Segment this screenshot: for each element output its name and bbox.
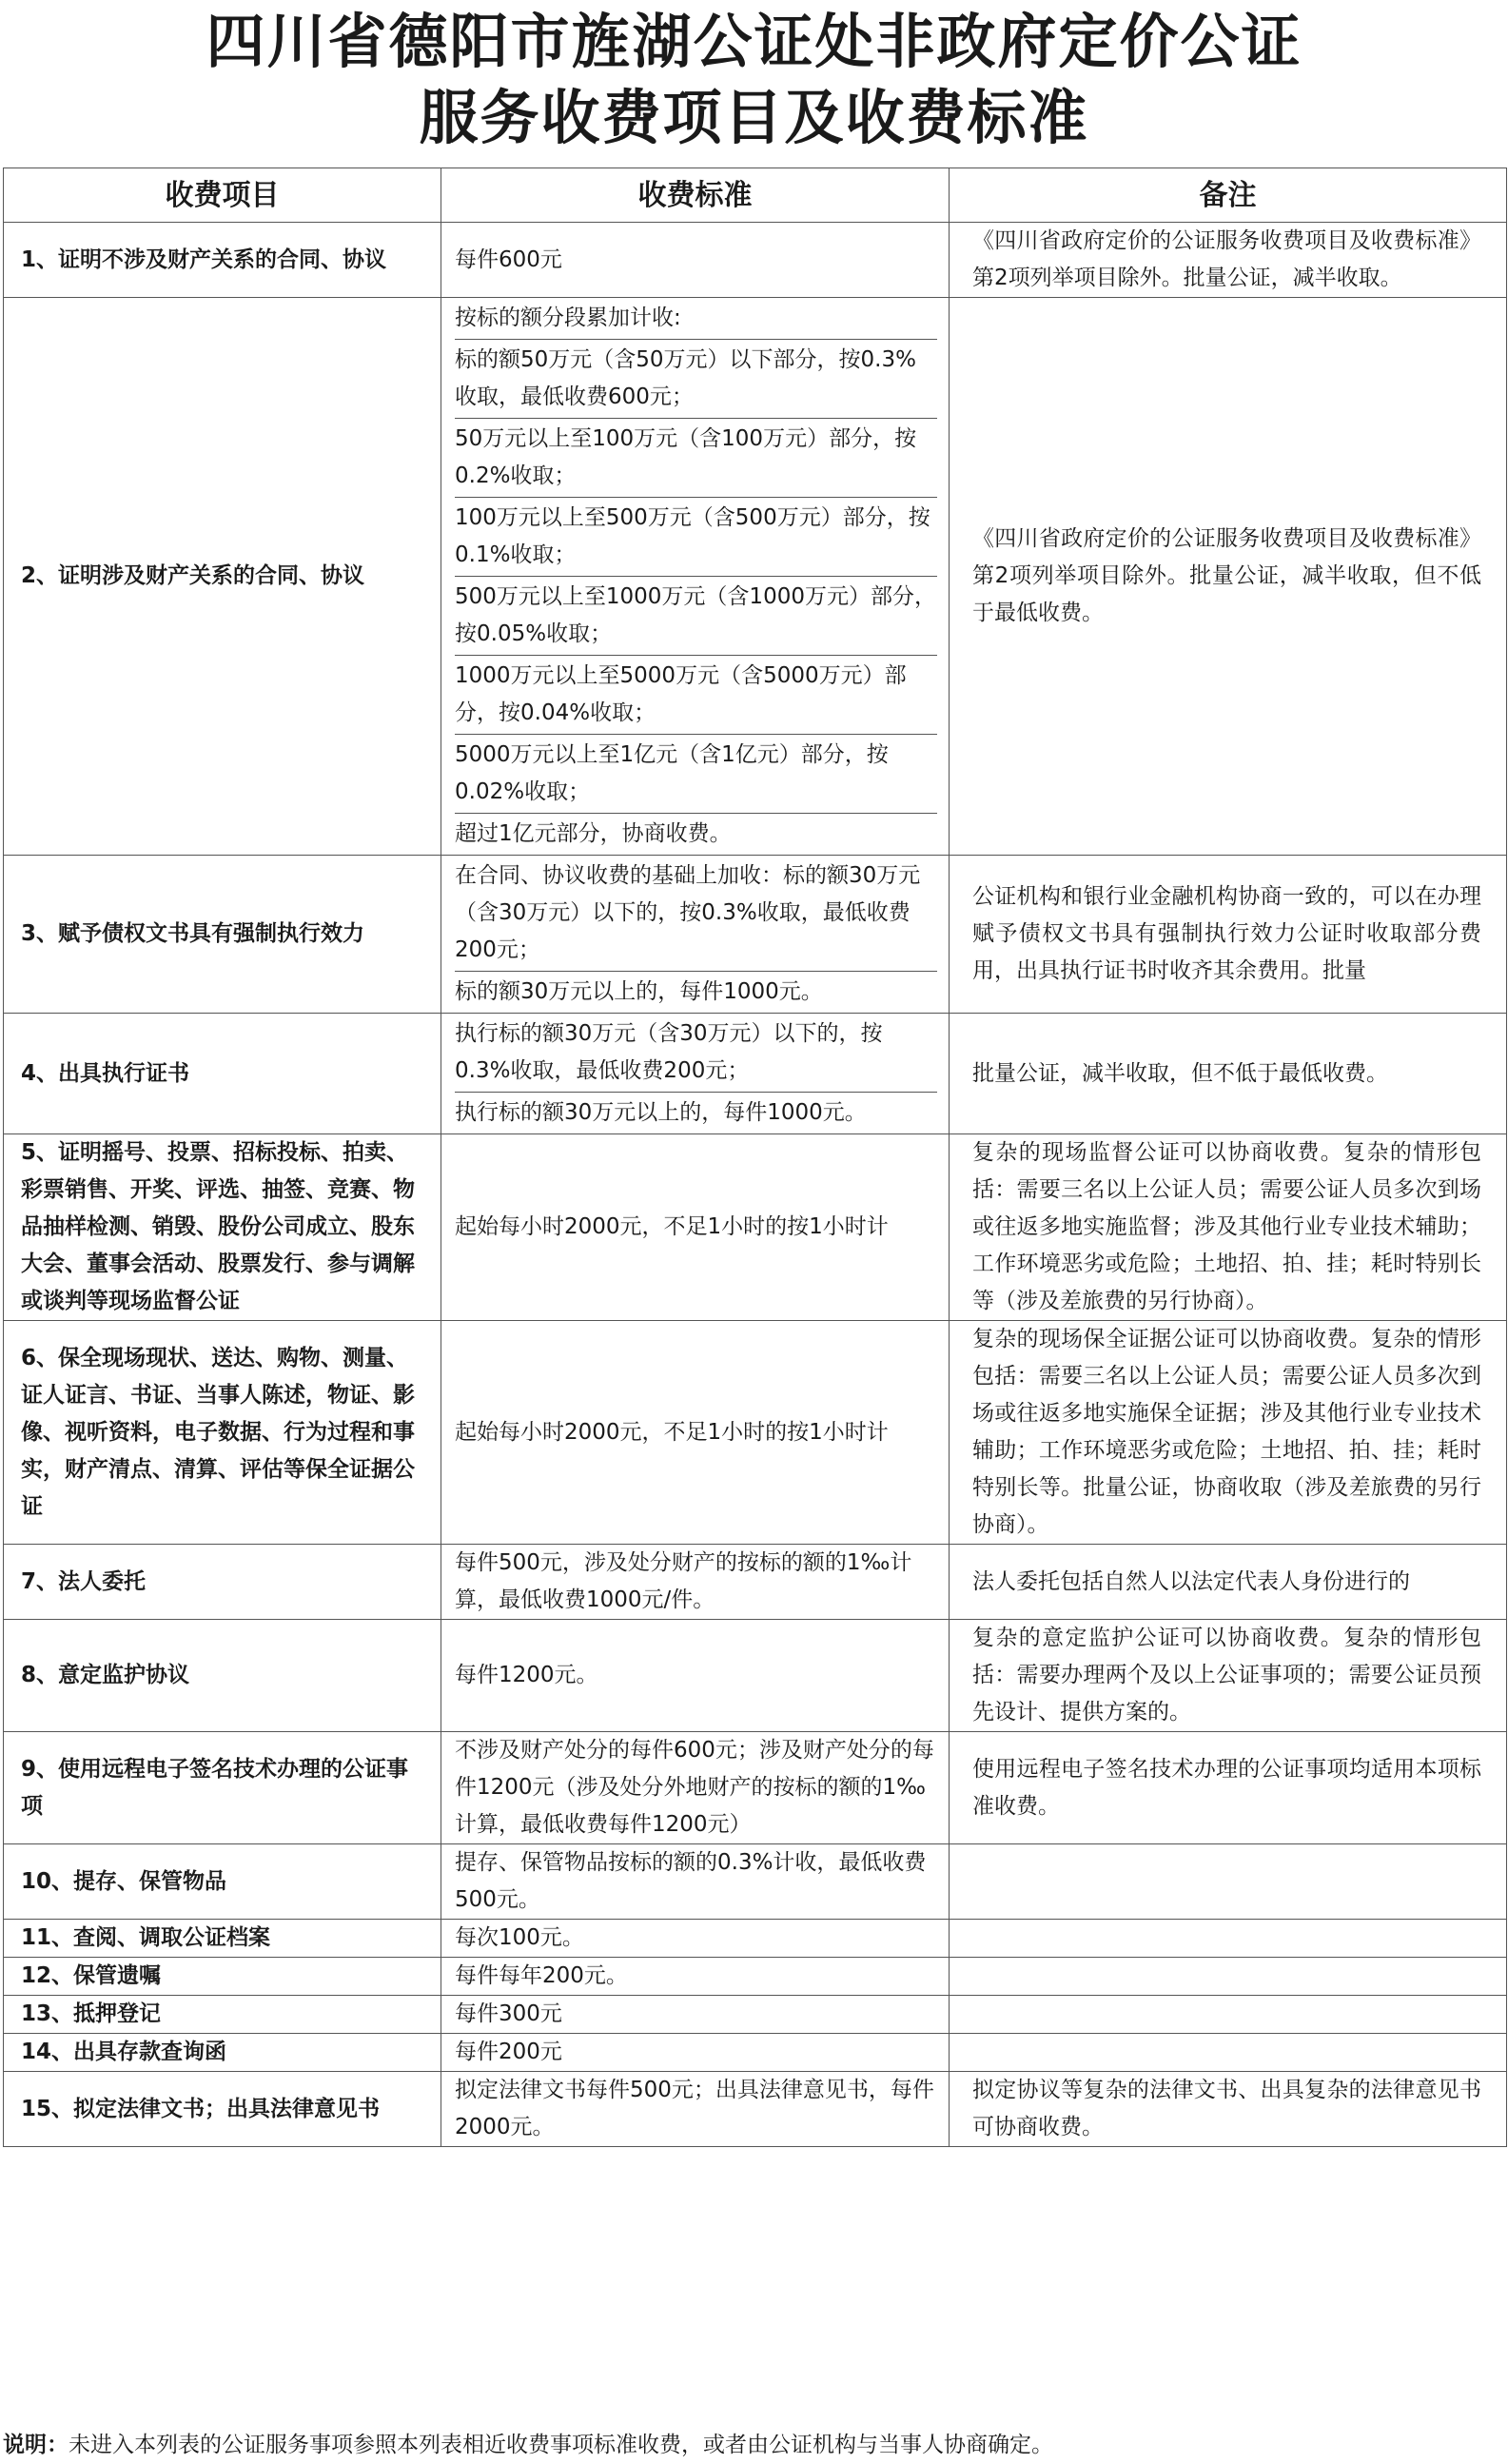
fee-note: 拟定协议等复杂的法律文书、出具复杂的法律意见书可协商收费。 <box>950 2072 1507 2147</box>
table-row <box>4 1620 1507 1732</box>
table-row <box>4 1014 1507 1134</box>
fee-standard-line: 不涉及财产处分的每件600元；涉及财产处分的每件1200元（涉及处分外地财产的按标的额的1‰计算，最低收费每件1200元） <box>455 1738 934 1837</box>
fee-standard-line: 执行标的额30万元以上的，每件1000元。 <box>455 1100 867 1125</box>
fee-note: 复杂的现场保全证据公证可以协商收费。复杂的情形包括：需要三名以上公证人员；需要公证人员多次到场或往返多地实施保全证据；涉及其他行业专业技术辅助；工作环境恶劣或危险；土地招、拍、挂；耗时特别长等。批量公证，协商收取（涉及差旅费的另行协商）。 <box>950 1321 1507 1545</box>
fee-standard-cell <box>441 1545 950 1620</box>
fee-standard-line: 每件1200元。 <box>455 1663 598 1687</box>
table-row <box>4 1920 1507 1958</box>
fee-standard-cell <box>441 2034 950 2072</box>
fee-note: 批量公证，减半收取，但不低于最低收费。 <box>950 1014 1507 1134</box>
fee-standard-cell <box>441 2072 950 2147</box>
fee-note: 复杂的现场监督公证可以协商收费。复杂的情形包括：需要三名以上公证人员；需要公证人员多次到场或往返多地实施监督；涉及其他行业专业技术辅助；工作环境恶劣或危险；土地招、拍、挂；耗时特别长等（涉及差旅费的另行协商）。 <box>950 1134 1507 1321</box>
fee-standard-line: 50万元以上至100万元（含100万元）部分，按0.2%收取； <box>455 419 937 498</box>
fee-standard-line: 100万元以上至500万元（含500万元）部分，按0.1%收取； <box>455 498 937 577</box>
fee-standard-line: 500万元以上至1000万元（含1000万元）部分，按0.05%收取； <box>455 577 937 656</box>
fee-standard-line: 按标的额分段累加计收: <box>455 298 937 340</box>
table-row <box>4 2072 1507 2147</box>
fee-standard-line: 起始每小时2000元，不足1小时的按1小时计 <box>455 1214 889 1239</box>
table-row <box>4 1321 1507 1545</box>
fee-note: 《四川省政府定价的公证服务收费项目及收费标准》第2项列举项目除外。批量公证，减半收取。 <box>950 223 1507 298</box>
table-row <box>4 1545 1507 1620</box>
fee-note <box>950 1958 1507 1996</box>
fee-note <box>950 1996 1507 2034</box>
fee-item-name: 2、证明涉及财产关系的合同、协议 <box>4 298 441 856</box>
table-row <box>4 2034 1507 2072</box>
header-note: 备注 <box>950 168 1507 223</box>
fee-note: 复杂的意定监护公证可以协商收费。复杂的情形包括：需要办理两个及以上公证事项的；需要公证员预先设计、提供方案的。 <box>950 1620 1507 1732</box>
fee-standard-cell <box>441 1321 950 1545</box>
fee-standard-line: 标的额30万元以上的，每件1000元。 <box>455 979 823 1004</box>
fee-standard-line: 每次100元。 <box>455 1925 584 1950</box>
footer-note <box>3 2430 1506 2460</box>
fee-standard-line: 执行标的额30万元（含30万元）以下的，按0.3%收取，最低收费200元； <box>455 1014 937 1093</box>
title-line-1: 四川省德阳市旌湖公证处非政府定价公证 <box>206 7 1302 76</box>
fee-standard-cell <box>441 1620 950 1732</box>
fee-standard-cell <box>441 1732 950 1844</box>
fee-item-name: 9、使用远程电子签名技术办理的公证事项 <box>4 1732 441 1844</box>
footer-text: 未进入本列表的公证服务事项参照本列表相近收费事项标准收费，或者由公证机构与当事人协商确定。 <box>69 2433 1053 2457</box>
fee-item-name: 3、赋予债权文书具有强制执行效力 <box>4 856 441 1014</box>
fee-standard-cell <box>441 223 950 298</box>
fee-standard-line: 拟定法律文书每件500元；出具法律意见书，每件2000元。 <box>455 2078 934 2139</box>
fee-note: 《四川省政府定价的公证服务收费项目及收费标准》第2项列举项目除外。批量公证，减半收取，但不低于最低收费。 <box>950 298 1507 856</box>
table-row <box>4 1134 1507 1321</box>
fee-standard-line: 5000万元以上至1亿元（含1亿元）部分，按0.02%收取； <box>455 735 937 814</box>
fee-item-name: 14、出具存款查询函 <box>4 2034 441 2072</box>
fee-item-name: 7、法人委托 <box>4 1545 441 1620</box>
fee-item-name: 13、抵押登记 <box>4 1996 441 2034</box>
fee-standard-cell <box>441 1134 950 1321</box>
table-row <box>4 298 1507 856</box>
fee-item-name: 1、证明不涉及财产关系的合同、协议 <box>4 223 441 298</box>
footer-label: 说明： <box>3 2433 69 2457</box>
table-header-row <box>4 168 1507 223</box>
fee-standard-cell <box>441 1920 950 1958</box>
fee-standard-line: 提存、保管物品按标的额的0.3%计收，最低收费500元。 <box>455 1850 927 1912</box>
table-row <box>4 1958 1507 1996</box>
table-row <box>4 1844 1507 1920</box>
fee-standard-line: 每件200元 <box>455 2040 562 2064</box>
fee-standard-line: 标的额50万元（含50万元）以下部分，按0.3%收取，最低收费600元； <box>455 340 937 419</box>
fee-standard-cell <box>441 1014 950 1134</box>
header-item: 收费项目 <box>4 168 441 223</box>
fee-standard-line: 1000万元以上至5000万元（含5000万元）部分，按0.04%收取； <box>455 656 937 735</box>
fee-standard-line: 每件每年200元。 <box>455 1963 628 1988</box>
fee-standard-cell <box>441 856 950 1014</box>
fee-item-name: 10、提存、保管物品 <box>4 1844 441 1920</box>
table-row <box>4 223 1507 298</box>
document-title <box>0 0 1508 167</box>
fee-standard-cell <box>441 298 950 856</box>
fee-standard-line: 每件600元 <box>455 246 562 272</box>
fee-standard-cell <box>441 1844 950 1920</box>
fee-item-name: 5、证明摇号、投票、招标投标、拍卖、彩票销售、开奖、评选、抽签、竞赛、物品抽样检测、销毁、股份公司成立、股东大会、董事会活动、股票发行、参与调解或谈判等现场监督公证 <box>4 1134 441 1321</box>
fee-item-name: 12、保管遗嘱 <box>4 1958 441 1996</box>
fee-standard-line: 每件500元，涉及处分财产的按标的额的1‰计算，最低收费1000元/件。 <box>455 1550 912 1612</box>
fee-standard-cell <box>441 1996 950 2034</box>
fee-item-name: 4、出具执行证书 <box>4 1014 441 1134</box>
fee-standard-line: 在合同、协议收费的基础上加收：标的额30万元（含30万元）以下的，按0.3%收取，最低收费200元； <box>455 856 937 972</box>
fee-item-name: 6、保全现场现状、送达、购物、测量、证人证言、书证、当事人陈述，物证、影像、视听资料，电子数据、行为过程和事实，财产清点、清算、评估等保全证据公证 <box>4 1321 441 1545</box>
fee-note: 公证机构和银行业金融机构协商一致的，可以在办理赋予债权文书具有强制执行效力公证时收取部分费用，出具执行证书时收齐其余费用。批量 <box>950 856 1507 1014</box>
fee-item-name: 11、查阅、调取公证档案 <box>4 1920 441 1958</box>
fee-note: 法人委托包括自然人以法定代表人身份进行的 <box>950 1545 1507 1620</box>
fee-standard-line: 超过1亿元部分，协商收费。 <box>455 821 732 846</box>
table-row <box>4 1996 1507 2034</box>
fee-note <box>950 1920 1507 1958</box>
header-standard: 收费标准 <box>441 168 950 223</box>
table-row <box>4 856 1507 1014</box>
fee-item-name: 8、意定监护协议 <box>4 1620 441 1732</box>
fee-standard-line: 起始每小时2000元，不足1小时的按1小时计 <box>455 1419 889 1445</box>
table-row <box>4 1732 1507 1844</box>
fee-standard-cell <box>441 1958 950 1996</box>
fee-item-name: 15、拟定法律文书；出具法律意见书 <box>4 2072 441 2147</box>
fee-note <box>950 2034 1507 2072</box>
fee-note: 使用远程电子签名技术办理的公证事项均适用本项标准收费。 <box>950 1732 1507 1844</box>
title-line-2: 服务收费项目及收费标准 <box>419 83 1089 152</box>
fee-standard-line: 每件300元 <box>455 2001 562 2026</box>
fee-table <box>3 168 1507 2147</box>
fee-note <box>950 1844 1507 1920</box>
